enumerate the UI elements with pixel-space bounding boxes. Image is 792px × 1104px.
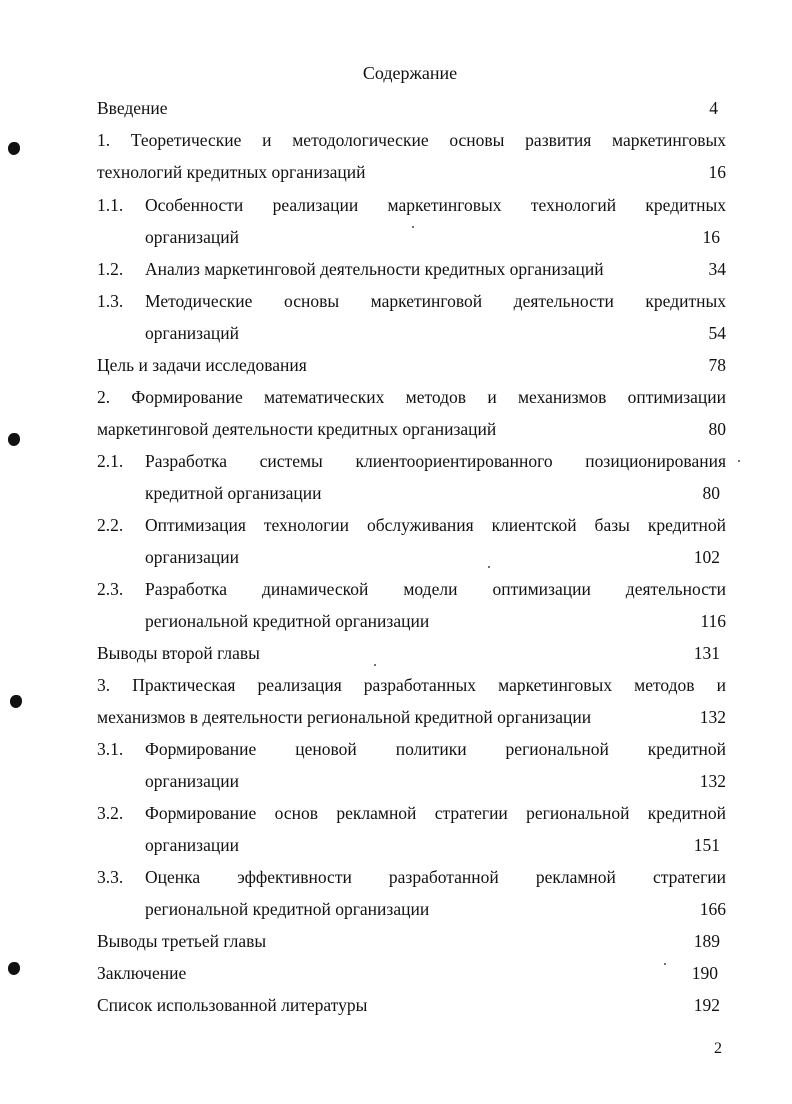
toc-chapter-1-cont: [97, 159, 726, 185]
toc-entry-page: 151: [693, 835, 720, 855]
toc-chapter-text: 2. Формирование математических методов и механизмов оптимизации: [97, 387, 726, 407]
toc-section-text: Анализ маркетинговой деятельности кредитных организаций: [145, 259, 604, 279]
toc-section-number: 1.2.: [97, 259, 124, 279]
toc-section-text: Разработка динамической модели оптимизации деятельности: [145, 579, 726, 599]
toc-chapter-text: технологий кредитных организаций: [97, 162, 366, 182]
toc-section-1-3: [0, 288, 792, 314]
toc-section-number: 2.1.: [97, 451, 124, 471]
toc-chapter-text: маркетинговой деятельности кредитных организаций: [97, 419, 497, 439]
toc-section-2-1-cont: [145, 480, 726, 506]
toc-chapter-text: 3. Практическая реализация разработанных маркетинговых методов и: [97, 675, 726, 695]
punch-hole-mark: [10, 695, 22, 708]
toc-entry-page: 80: [708, 419, 726, 439]
toc-section-1-1-cont: [145, 224, 726, 250]
toc-chapter-2: [97, 384, 726, 410]
toc-chapter-text: 1. Теоретические и методологические основы развития маркетинговых: [97, 130, 726, 150]
toc-title: Содержание: [362, 63, 458, 83]
toc-entry-text: Цель и задачи исследования: [97, 355, 307, 375]
toc-entry-text: Выводы второй главы: [97, 643, 260, 663]
toc-entry-text: Список использованной литературы: [97, 995, 368, 1015]
toc-entry-page: 192: [693, 995, 720, 1015]
toc-entry-page: 78: [708, 355, 726, 375]
toc-chapter-1: [97, 127, 726, 153]
toc-chapter-text: механизмов в деятельности региональной кредитной организации: [97, 707, 592, 727]
toc-entry-conclusions-3: [97, 928, 726, 954]
toc-entry-page: 34: [708, 259, 726, 279]
toc-section-text: Оценка эффективности разработанной рекламной стратегии: [145, 867, 726, 887]
toc-section-1-1: [0, 192, 792, 218]
toc-section-3-1: [0, 736, 792, 762]
toc-section-number: 2.3.: [97, 579, 124, 599]
toc-section-number: 3.2.: [97, 803, 124, 823]
toc-section-1-3-cont: [145, 320, 726, 346]
toc-section-text: Формирование ценовой политики региональной кредитной: [145, 739, 726, 759]
toc-section-text: Оптимизация технологии обслуживания клиентской базы кредитной: [145, 515, 726, 535]
toc-entry-text: Заключение: [97, 963, 187, 983]
toc-section-3-3-cont: [145, 896, 726, 922]
toc-entry-goals: [97, 352, 726, 378]
toc-section-text: Разработка системы клиентоориентированного позиционирования: [145, 451, 726, 471]
toc-section-1-2: [0, 256, 792, 282]
toc-section-number: 1.3.: [97, 291, 124, 311]
toc-section-text: организаций: [145, 323, 239, 343]
toc-section-3-1-cont: [145, 768, 726, 794]
toc-entry-page: 166: [699, 899, 726, 919]
toc-entry-conclusion: [97, 960, 726, 986]
toc-section-text: региональной кредитной организации: [145, 899, 430, 919]
toc-entry-page: 16: [708, 162, 726, 182]
toc-section-text: региональной кредитной организации: [145, 611, 430, 631]
toc-section-2-3-cont: [145, 608, 726, 634]
toc-chapter-2-cont: [97, 416, 726, 442]
toc-section-3-3: [0, 864, 792, 890]
punch-hole-mark: [8, 433, 20, 446]
toc-entry-text: Введение: [97, 98, 168, 118]
toc-entry-intro: [97, 95, 726, 121]
toc-entry-page: 132: [699, 771, 726, 791]
toc-section-number: 2.2.: [97, 515, 124, 535]
toc-section-number: 1.1.: [97, 195, 124, 215]
toc-entry-page: 80: [702, 483, 720, 503]
toc-entry-page: 190: [691, 963, 718, 983]
toc-entry-page: 131: [693, 643, 720, 663]
toc-entry-conclusions-2: [97, 640, 726, 666]
toc-entry-page: 4: [709, 98, 718, 118]
toc-entry-text: Выводы третьей главы: [97, 931, 267, 951]
toc-section-text: Методические основы маркетинговой деятельности кредитных: [145, 291, 726, 311]
punch-hole-mark: [8, 962, 20, 975]
toc-entry-page: 132: [699, 707, 726, 727]
toc-entry-page: 102: [693, 547, 720, 567]
toc-entry-page: 16: [702, 227, 720, 247]
toc-section-text: кредитной организации: [145, 483, 322, 503]
toc-entry-page: 189: [693, 931, 720, 951]
toc-section-text: организации: [145, 771, 239, 791]
toc-section-text: организаций: [145, 227, 239, 247]
toc-section-2-3: [0, 576, 792, 602]
toc-section-text: организации: [145, 835, 239, 855]
toc-section-2-2: [0, 512, 792, 538]
toc-section-text: организации: [145, 547, 239, 567]
toc-section-3-2: [0, 800, 792, 826]
toc-section-number: 3.1.: [97, 739, 124, 759]
toc-chapter-3: [97, 672, 726, 698]
toc-entry-references: [97, 992, 726, 1018]
toc-section-2-1: [0, 448, 792, 474]
toc-section-text: Формирование основ рекламной стратегии региональной кредитной: [145, 803, 726, 823]
toc-chapter-3-cont: [97, 704, 726, 730]
toc-section-text: Особенности реализации маркетинговых технологий кредитных: [145, 195, 726, 215]
punch-hole-mark: [8, 142, 20, 155]
toc-entry-page: 116: [700, 611, 726, 631]
page-number: 2: [714, 1040, 722, 1057]
toc-section-number: 3.3.: [97, 867, 124, 887]
toc-section-3-2-cont: [145, 832, 726, 858]
toc-entry-page: 54: [708, 323, 726, 343]
toc-section-2-2-cont: [145, 544, 726, 570]
